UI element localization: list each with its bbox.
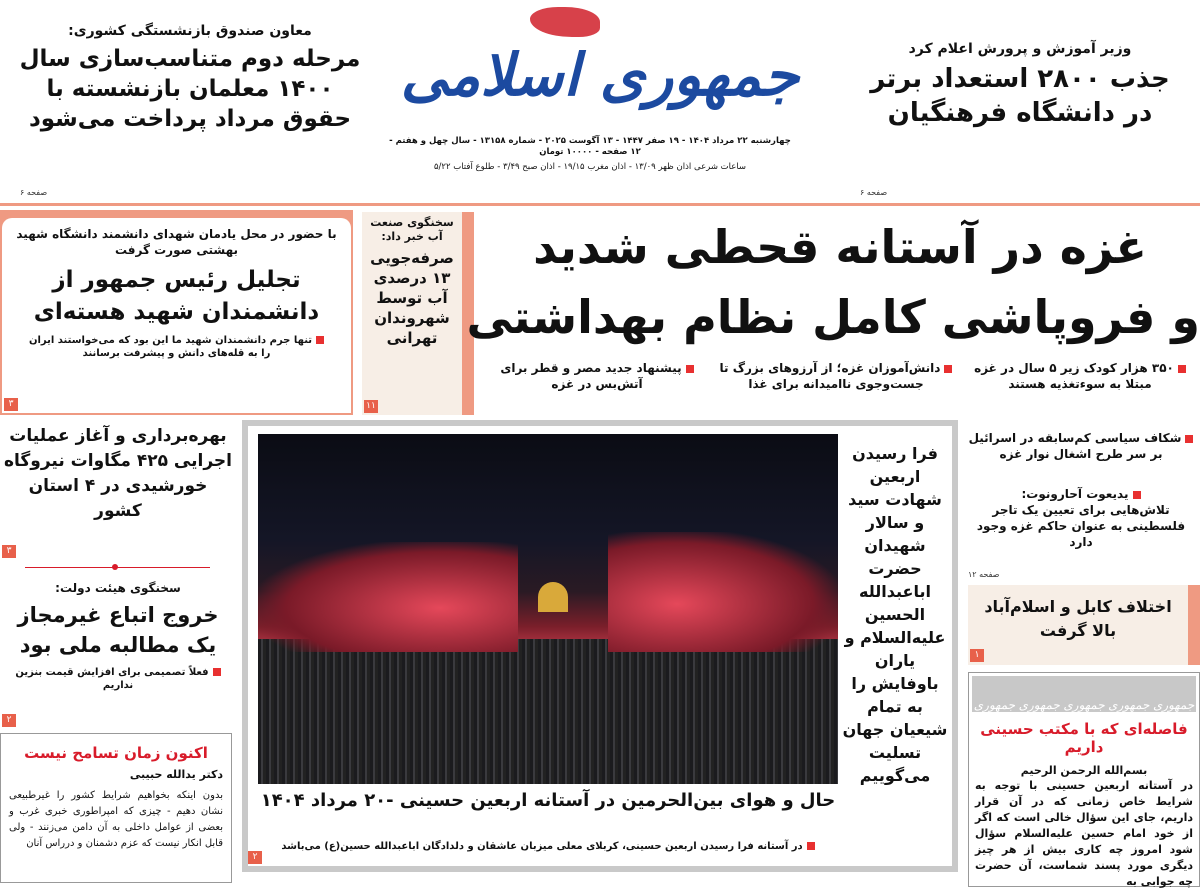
headline: تجلیل رئیس جمهور از دانشمندان شهید هسته‌ای bbox=[33, 267, 320, 325]
kabul-box[interactable] bbox=[968, 585, 1200, 665]
main-item[interactable] bbox=[484, 360, 710, 392]
item-text: شکاف سیاسی کم‌سابقه در اسرائیل بر سر طرح اشغال نوار غزه bbox=[968, 431, 1182, 461]
editorial-body: در آستانه اربعین حسینی با توجه به شرایط خاص زمانی که در آن قرار داریم، جای این سؤال خالی است که اگر از خود امام حسین علیه‌السلام سؤال شود امروز چه کاری بیش از هر چیز دیگری مورد پسند شماست، آن حضرت چه جوابی به bbox=[975, 779, 1193, 888]
right-item[interactable] bbox=[965, 486, 1197, 550]
page-ref: صفحه ۶ bbox=[860, 188, 888, 197]
water-box[interactable] bbox=[362, 212, 474, 415]
kicker: سخنگوی صنعت آب خبر داد: bbox=[370, 216, 454, 243]
govt-story[interactable] bbox=[3, 580, 233, 692]
bullet-icon bbox=[944, 365, 952, 373]
bullet-icon bbox=[686, 365, 694, 373]
page-badge: ۳ bbox=[2, 545, 16, 558]
page-badge: ۲ bbox=[248, 851, 262, 864]
kicker: وزیر آموزش و پرورش اعلام کرد bbox=[908, 41, 1132, 57]
item-kicker: یدیعوت آحارونوت: bbox=[1021, 487, 1129, 501]
column-headline: اکنون زمان تسامح نیست bbox=[24, 744, 208, 762]
editorial-headline: فاصله‌ای که با مکتب حسینی داریم bbox=[980, 720, 1188, 756]
crowd bbox=[258, 639, 838, 784]
top-left-story[interactable] bbox=[10, 22, 370, 134]
main-item[interactable] bbox=[716, 360, 956, 392]
page-ref: صفحه ۱۲ bbox=[968, 570, 1000, 579]
summary: تنها جرم دانشمندان شهید ما این بود که می‌خواستند ایران را به قله‌های دانش و پیشرفت برسانند bbox=[28, 335, 313, 359]
column-box[interactable] bbox=[0, 733, 232, 883]
header-rule bbox=[0, 203, 1200, 206]
divider-dot bbox=[112, 564, 118, 570]
bullet-icon bbox=[213, 668, 221, 676]
editorial-banner: جمهوری جمهوری جمهوری جمهوری جمهوری bbox=[972, 676, 1196, 712]
item-text: ۳۵۰ هزار کودک زیر ۵ سال در غزه مبتلا به سوءتغذیه هستند bbox=[974, 361, 1174, 391]
bullet-icon bbox=[316, 336, 324, 344]
main-headline-line-2: و فروپاشی کامل نظام بهداشتی bbox=[466, 290, 1200, 344]
masthead-logo bbox=[380, 5, 820, 130]
condolence-text: فرا رسیدن اربعین شهادت سید و سالار شهیدان حضرت اباعبدالله الحسین علیه‌السلام و یاران باوفایش را به تمام شیعیان جهان تسلیت می‌گوییم bbox=[842, 444, 948, 785]
photo-story[interactable] bbox=[242, 420, 958, 872]
main-headline-line-1: غزه در آستانه قحطی شدید bbox=[533, 220, 1147, 274]
masthead-title: جمهوری اسلامی bbox=[400, 41, 800, 109]
kicker: معاون صندوق بازنشستگی کشوری: bbox=[68, 23, 312, 39]
editorial-box[interactable] bbox=[968, 672, 1200, 887]
bullet-icon bbox=[1178, 365, 1186, 373]
page-badge: ۱۱ bbox=[364, 400, 378, 413]
prayer-times: ساعات شرعی اذان ظهر ۱۳/۰۹ - اذان مغرب ۱۹/۱۵ - اذان صبح ۳/۴۹ - طلوع آفتاب ۵/۲۲ bbox=[433, 162, 747, 172]
main-item[interactable] bbox=[962, 360, 1198, 392]
top-right-story[interactable] bbox=[855, 40, 1185, 130]
president-box[interactable] bbox=[0, 210, 353, 415]
headline: اختلاف کابل و اسلام‌آباد بالا گرفت bbox=[984, 597, 1172, 640]
shrine-dome bbox=[538, 582, 568, 612]
solar-headline[interactable]: بهره‌برداری و آغاز عملیات اجرایی ۴۲۵ مگاوات نیروگاه خورشیدی در ۴ استان کشور bbox=[3, 426, 232, 521]
bullet-icon bbox=[1133, 491, 1141, 499]
right-item[interactable] bbox=[965, 430, 1197, 462]
main-headline[interactable] bbox=[466, 212, 1200, 352]
headline: جذب ۲۸۰۰ استعداد برتر در دانشگاه فرهنگیان bbox=[870, 64, 1170, 128]
headline: مرحله دوم متناسب‌سازی سال ۱۴۰۰ معلمان بازنشسته با حقوق مرداد پرداخت می‌شود bbox=[19, 46, 361, 132]
basmala: بسم‌الله الرحمن الرحیم bbox=[1020, 764, 1148, 777]
page-badge: ۲ bbox=[2, 714, 16, 727]
photo-caption: حال و هوای بین‌الحرمین در آستانه اربعین حسینی -۲۰ مرداد ۱۴۰۴ bbox=[260, 790, 836, 811]
item-text: تلاش‌هایی برای تعیین یک تاجر فلسطینی به عنوان حاکم غزه وجود دارد bbox=[976, 503, 1186, 549]
kicker: با حضور در محل یادمان شهدای دانشمند دانشگاه شهید بهشتی صورت گرفت bbox=[16, 227, 337, 257]
dateline: چهارشنبه ۲۲ مرداد ۱۴۰۴ - ۱۹ صفر ۱۴۴۷ - ۱۳ آگوست ۲۰۲۵ - شماره ۱۳۱۵۸ - سال چهل و هفتم - ۱۲ صفحه - ۱۰۰۰۰ تومان bbox=[389, 136, 791, 157]
item-text: دانش‌آموزان غزه؛ از آرزوهای بزرگ تا جست‌وجوی ناامیدانه برای غذا bbox=[719, 361, 941, 391]
kicker: سخنگوی هیئت دولت: bbox=[55, 581, 181, 595]
bullet-icon bbox=[807, 842, 815, 850]
page-badge: ۱ bbox=[970, 649, 984, 662]
item-text: پیشنهاد جدید مصر و قطر برای آتش‌بس در غزه bbox=[500, 361, 682, 391]
summary: در آستانه فرا رسیدن اربعین حسینی، کربلای معلی میزبان عاشقان و دلدادگان اباعبدالله حسین(ع) می‌باشد bbox=[281, 841, 803, 852]
column-body: بدون اینکه بخواهیم شرایط کشور را غیرطبیعی نشان دهیم - چیزی که امپراطوری خبری غرب و بعضی از عوامل داخلی به آن دامن می‌زنند - ولی قابل انکار نیست که عزم دشمنان و درراس آنان bbox=[9, 790, 223, 849]
author: دکتر یدالله حبیبی bbox=[129, 768, 223, 781]
page-ref: صفحه ۶ bbox=[20, 188, 48, 197]
karbala-photo bbox=[258, 434, 838, 784]
headline: صرفه‌جویی ۱۳ درصدی آب توسط شهروندان تهرانی bbox=[370, 249, 454, 347]
page-badge: ۳ bbox=[4, 398, 18, 411]
summary: فعلاً تصمیمی برای افزایش قیمت بنزین نداریم bbox=[15, 667, 209, 691]
arches-right bbox=[608, 532, 838, 652]
headline: خروج اتباع غیرمجاز یک مطالبه ملی بود bbox=[17, 603, 219, 657]
bullet-icon bbox=[1185, 435, 1193, 443]
arches-left bbox=[258, 542, 518, 652]
